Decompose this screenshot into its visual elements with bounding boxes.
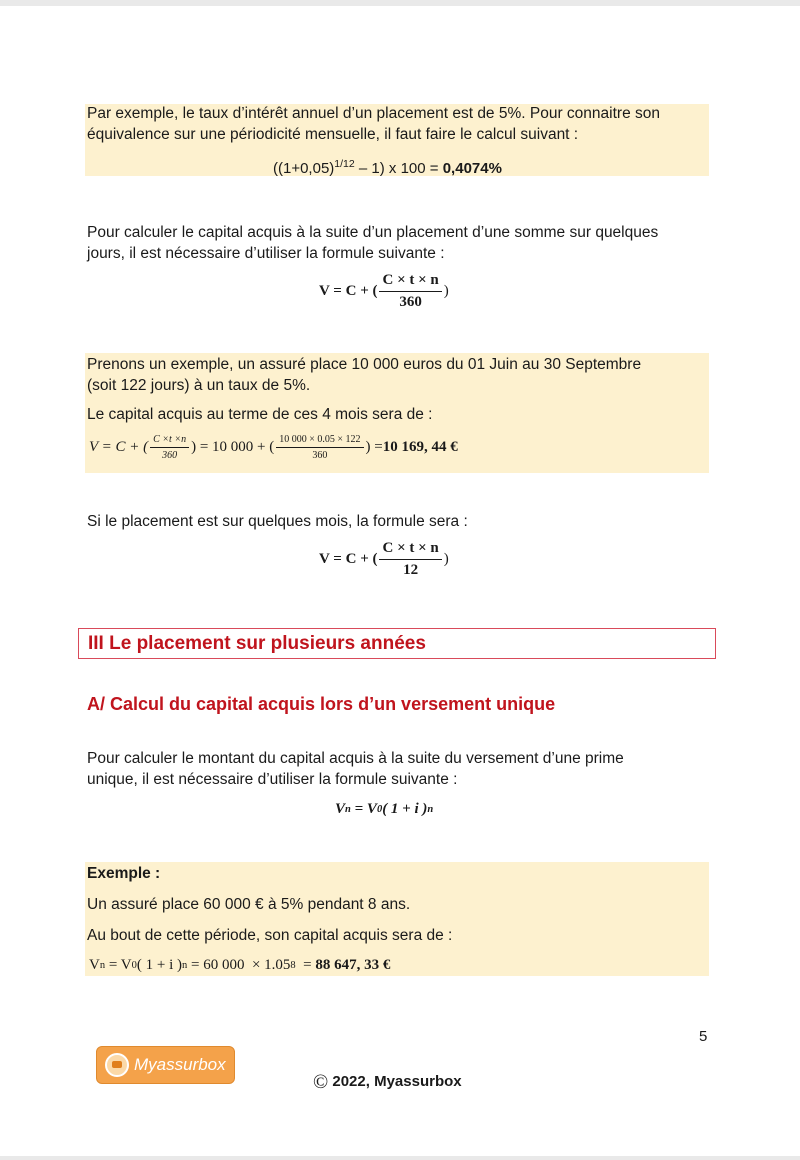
formula-exponent-8: 8 [290, 960, 296, 971]
formula-close: ) [443, 283, 449, 299]
formula-v: V [89, 957, 100, 973]
fraction-denominator: 360 [162, 450, 178, 461]
paragraph-line: Au bout de cette période, son capital acquis sera de : [87, 927, 453, 944]
fraction-numerator: C ×t ×n [150, 434, 189, 448]
days-example-formula [89, 434, 458, 461]
fraction-denominator: 360 [399, 294, 422, 310]
formula-equals: ) = [365, 439, 383, 455]
fraction-numerator: C × t × n [379, 540, 441, 560]
days-formula [319, 272, 449, 311]
formula-result: 0,4074% [442, 160, 502, 177]
fraction-denominator: 360 [312, 450, 328, 461]
formula-exponent: 1/12 [334, 158, 355, 170]
formula-sub-n: n [99, 960, 106, 971]
page-number: 5 [699, 1028, 708, 1045]
bottom-border [0, 1156, 800, 1160]
paragraph-line: Par exemple, le taux d’intérêt annuel d’un placement est de 5%. Pour connaitre son [87, 105, 660, 122]
paragraph-line: (soit 122 jours) à un taux de 5%. [87, 377, 311, 394]
formula-left: V = C + ( [319, 551, 378, 567]
formula-sub-n: n [345, 804, 351, 815]
formula-middle: ) = 10 000 + ( [191, 439, 275, 455]
top-border [0, 0, 800, 6]
copyright-icon: © [313, 1071, 329, 1093]
formula-result: 88 647, 33 € [315, 957, 391, 973]
formula-equals: = [295, 957, 316, 973]
formula-left: V = C + ( [319, 283, 378, 299]
logo-text: Myassurbox [134, 1055, 226, 1074]
paragraph-line: unique, il est nécessaire d’utiliser la formule suivante : [87, 771, 458, 788]
fraction-numerator: 10 000 × 0.05 × 122 [276, 434, 363, 448]
formula-left: V = C + ( [89, 439, 149, 455]
formula-equals: = [350, 801, 367, 817]
paragraph-line: Prenons un exemple, un assuré place 10 000 euros du 01 Juin au 30 Septembre [87, 356, 642, 373]
formula-sub-0: 0 [131, 960, 137, 971]
section-title: III Le placement sur plusieurs années [88, 633, 426, 654]
single-payment-example-formula [89, 957, 390, 974]
paragraph-line: équivalence sur une périodicité mensuelle, il faut faire le calcul suivant : [87, 126, 579, 143]
example-heading: Exemple : [87, 865, 161, 882]
formula-exponent: n [182, 960, 188, 971]
brand-logo [96, 1046, 235, 1084]
copyright [313, 1071, 462, 1093]
paragraph-line: Si le placement est sur quelques mois, la formule sera : [87, 513, 468, 530]
formula-paren: ( 1 + i ) [382, 801, 428, 817]
paragraph-line: Pour calculer le montant du capital acquis à la suite du versement d’une prime [87, 750, 624, 767]
monthly-rate-formula [273, 154, 502, 179]
formula-v0: V [366, 801, 377, 817]
formula-fraction [276, 434, 363, 461]
formula-close: ) [443, 551, 449, 567]
formula-middle: = V [105, 957, 132, 973]
formula-base: ((1+0,05) [273, 160, 335, 177]
formula-result: 10 169, 44 € [382, 439, 458, 455]
formula-fraction [379, 540, 441, 579]
formula-fraction [379, 272, 441, 311]
paragraph-line: Le capital acquis au terme de ces 4 mois sera de : [87, 406, 433, 423]
section-heading-box [78, 628, 716, 659]
paragraph-line: Pour calculer le capital acquis à la suite d’un placement d’une somme sur quelques [87, 224, 659, 241]
subsection-title: A/ Calcul du capital acquis lors d’un versement unique [87, 694, 556, 714]
fraction-numerator: C × t × n [379, 272, 441, 292]
copyright-text: 2022, Myassurbox [332, 1073, 462, 1090]
formula-calc: = 60 000 × 1.05 [187, 957, 291, 973]
logo-icon [105, 1053, 129, 1077]
formula-v: V [335, 801, 346, 817]
formula-rest: – 1) x 100 = [354, 160, 443, 177]
formula-fraction [150, 434, 189, 461]
paragraph-line: Un assuré place 60 000 € à 5% pendant 8 ans. [87, 896, 411, 913]
paragraph-line: jours, il est nécessaire d’utiliser la formule suivante : [87, 245, 445, 262]
fraction-denominator: 12 [403, 562, 419, 578]
formula-paren: ( 1 + i ) [136, 957, 182, 973]
formula-sub-0: 0 [376, 804, 383, 815]
formula-exponent: n [427, 804, 434, 815]
single-payment-formula [335, 801, 433, 818]
months-formula [319, 540, 449, 579]
